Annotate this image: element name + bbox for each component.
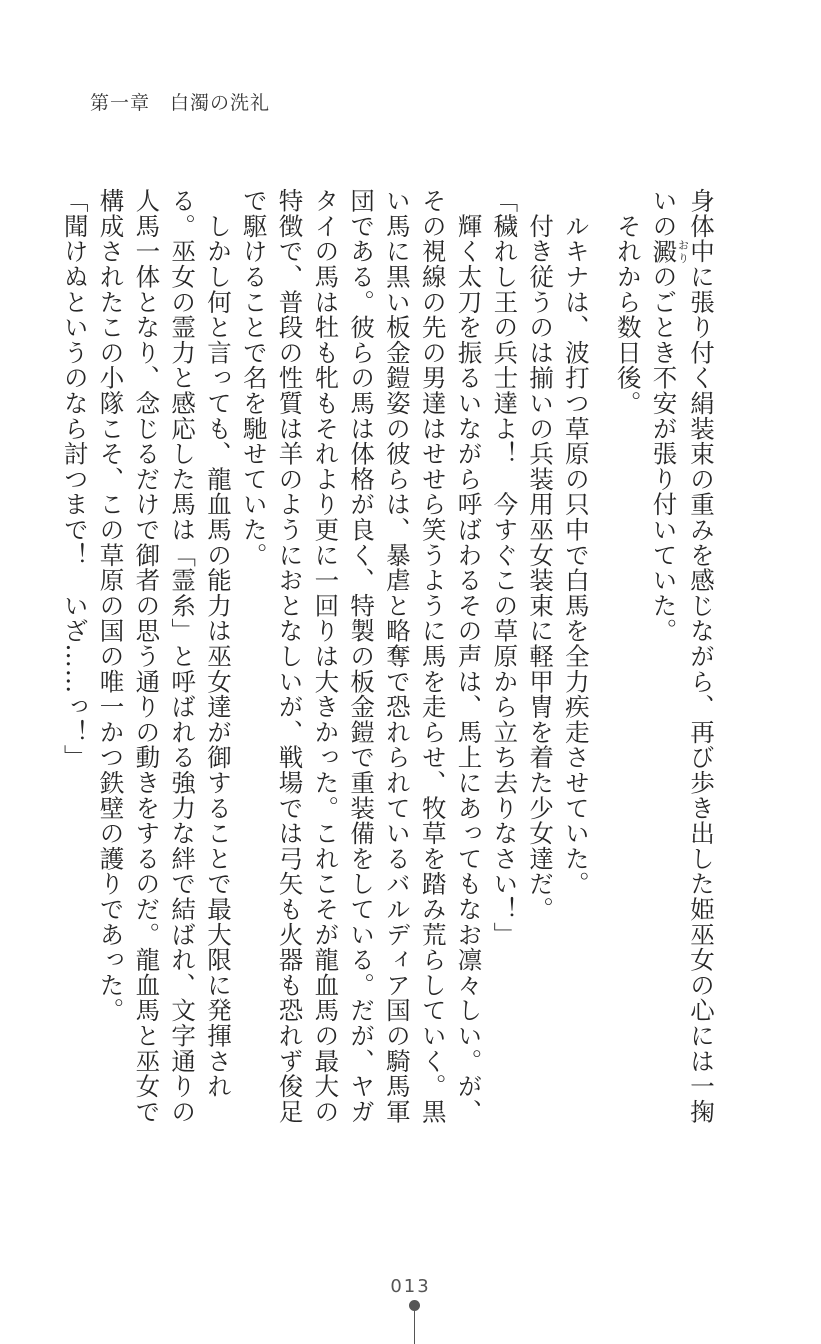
ruby-word xyxy=(649,238,690,264)
chapter-title: 白濁の洗礼 xyxy=(170,92,271,114)
paragraph-text: それから数日後。 xyxy=(613,213,643,416)
dialogue-text: 「聞けぬというのなら討つまで！ いざ……っ！」 xyxy=(60,188,90,770)
page-marker-dot xyxy=(409,1300,420,1311)
body-text xyxy=(57,188,719,1128)
paragraph xyxy=(487,188,523,1128)
paragraph-text: 付き従うのは揃いの兵装用巫女装束に軽甲冑を着た少女達だ。 xyxy=(526,213,556,922)
paragraph-text: ルキナは、波打つ草原の只中で白馬を全力疾走させていた。 xyxy=(561,213,591,897)
dialogue-text: 「穢れし王の兵士達よ！ 今すぐこの草原から立ち去りなさい！」 xyxy=(490,188,520,947)
page-number: 013 xyxy=(390,1276,431,1297)
chapter-number: 第一章 xyxy=(90,92,151,114)
paragraph-text: 身体中に張り付く絹装束の重みを感じながら、再び歩き出した姫巫女の心には一掬いの xyxy=(649,188,716,1125)
paragraph xyxy=(93,188,236,1128)
paragraph xyxy=(236,188,487,1128)
paragraph xyxy=(610,188,646,1128)
paragraph-text: のごとき不安が張り付いていた。 xyxy=(649,263,679,644)
ruby-reading: おり xyxy=(676,238,690,264)
paragraph xyxy=(558,188,594,1128)
page-marker-line xyxy=(414,1311,415,1344)
ruby-base: 澱 xyxy=(649,238,679,264)
paragraph xyxy=(522,188,558,1128)
paragraph-text: しかし何と言っても、龍血馬の能力は巫女達が御することで最大限に発揮される。巫女の霊力と感応した馬は「霊糸」と呼ばれる強力な絆で結ばれ、文字通りの人馬一体となり、念じるだけで御者の思う通りの動きをするのだ。龍血馬と巫女で構成されたこの小隊こそ、この草原の国の唯一かつ鉄壁の護りであった。 xyxy=(96,188,233,1125)
paragraph xyxy=(646,188,719,1128)
paragraph xyxy=(57,188,93,1128)
paragraph-text: 輝く太刀を振るいながら呼ばわるその声は、馬上にあってもなお凛々しい。が、その視線の先の男達はせせら笑うように馬を走らせ、牧草を踏み荒らしていく。黒い馬に黒い板金鎧姿の彼らは、暴虐と略奪で恐れられているバルディア国の騎馬軍団である。彼らの馬は体格が良く、特製の板金鎧で重装備をしている。だが、ヤガタイの馬は牡も牝もそれより更に一回りは大きかった。これこそが龍血馬の最大の特徴で、普段の性質は羊のようにおとなしいが、戦場では弓矢も火器も恐れず俊足で駆けることで名を馳せていた。 xyxy=(239,188,484,1125)
chapter-header xyxy=(90,88,270,115)
